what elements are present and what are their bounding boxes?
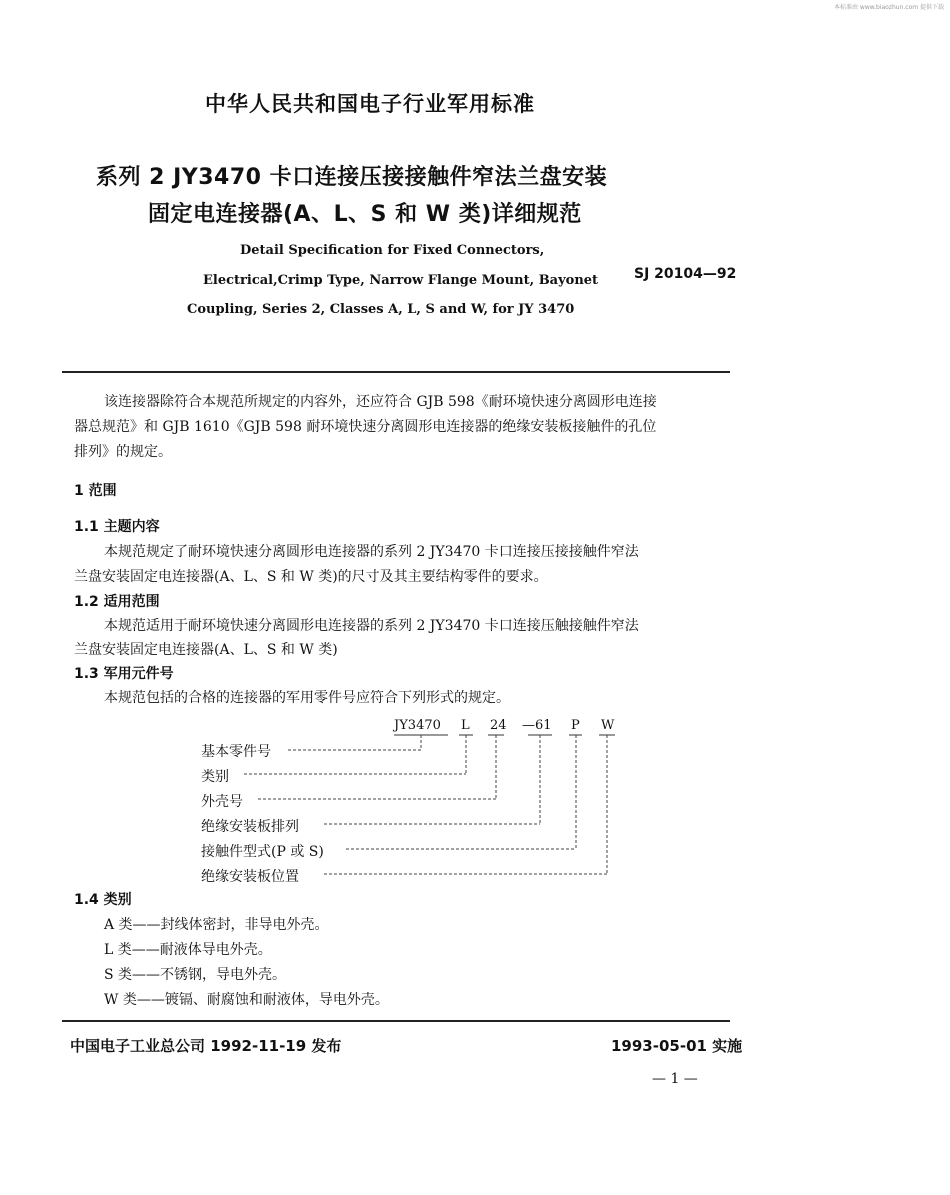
intro-line-2: 器总规范》和 GJB 1610《GJB 598 耐环境快速分离圆形电连接器的绝缘安装板接触件的孔位: [74, 419, 657, 435]
corner-watermark-note: 本标准由 www.biaozhun.com 提供下载: [834, 4, 944, 11]
pn-label-position: 绝缘安装板位置: [201, 869, 299, 885]
pn-segment-position: W: [601, 718, 615, 733]
standard-category: 中华人民共和国电子行业军用标准: [205, 92, 535, 116]
pn-segment-contact: P: [571, 718, 580, 733]
pn-label-shell: 外壳号: [201, 794, 243, 810]
pn-label-contact: 接触件型式(P 或 S): [201, 844, 324, 860]
section-1-1-line-1: 本规范规定了耐环境快速分离圆形电连接器的系列 2 JY3470 卡口连接压接接触件窄法: [104, 544, 639, 560]
section-1-heading: 1 范围: [74, 483, 117, 499]
english-title-line-1: Detail Specification for Fixed Connectors,: [240, 243, 545, 258]
section-1-3-heading: 1.3 军用元件号: [74, 666, 174, 682]
footer-issuer: 中国电子工业总公司 1992-11-19 发布: [70, 1037, 342, 1055]
pn-segment-arrangement: —61: [522, 718, 552, 733]
footer-divider: [62, 1020, 730, 1022]
pn-label-base: 基本零件号: [201, 744, 271, 760]
section-1-2-line-1: 本规范适用于耐环境快速分离圆形电连接器的系列 2 JY3470 卡口连接压触接触件窄法: [104, 618, 639, 634]
intro-line-3: 排列》的规定。: [74, 444, 172, 460]
intro-line-1: 该连接器除符合本规范所规定的内容外，还应符合 GJB 598《耐环境快速分离圆形电连接: [104, 394, 657, 410]
pn-segment-class: L: [461, 718, 470, 733]
section-1-2-line-2: 兰盘安装固定电连接器(A、L、S 和 W 类): [74, 642, 338, 658]
title-line-1: 系列 2 JY3470 卡口连接压接接触件窄法兰盘安装: [96, 165, 608, 190]
class-item-s: S 类——不锈钢，导电外壳。: [104, 967, 287, 983]
class-item-w: W 类——镀镉、耐腐蚀和耐液体，导电外壳。: [104, 992, 389, 1008]
title-line-2: 固定电连接器(A、L、S 和 W 类)详细规范: [148, 202, 582, 227]
section-1-3-line-1: 本规范包括的合格的连接器的军用零件号应符合下列形式的规定。: [104, 690, 510, 706]
section-1-4-heading: 1.4 类别: [74, 892, 132, 908]
standard-code: SJ 20104—92: [634, 266, 737, 282]
pn-segment-shell: 24: [490, 718, 507, 733]
section-1-2-heading: 1.2 适用范围: [74, 594, 160, 610]
section-1-1-line-2: 兰盘安装固定电连接器(A、L、S 和 W 类)的尺寸及其主要结构零件的要求。: [74, 569, 548, 585]
pn-label-class: 类别: [201, 769, 229, 785]
english-title-line-2: Electrical,Crimp Type, Narrow Flange Mount, Bayonet: [203, 273, 599, 288]
english-title-line-3: Coupling, Series 2, Classes A, L, S and W, for JY 3470: [187, 302, 575, 317]
class-item-l: L 类——耐液体导电外壳。: [104, 942, 272, 958]
pn-label-arrangement: 绝缘安装板排列: [201, 819, 299, 835]
pn-segment-base: JY3470: [394, 718, 441, 733]
footer-effective-date: 1993-05-01 实施: [611, 1037, 743, 1055]
section-1-1-heading: 1.1 主题内容: [74, 519, 160, 535]
class-item-a: A 类——封线体密封，非导电外壳。: [104, 917, 329, 933]
page-number: — 1 —: [652, 1071, 698, 1087]
